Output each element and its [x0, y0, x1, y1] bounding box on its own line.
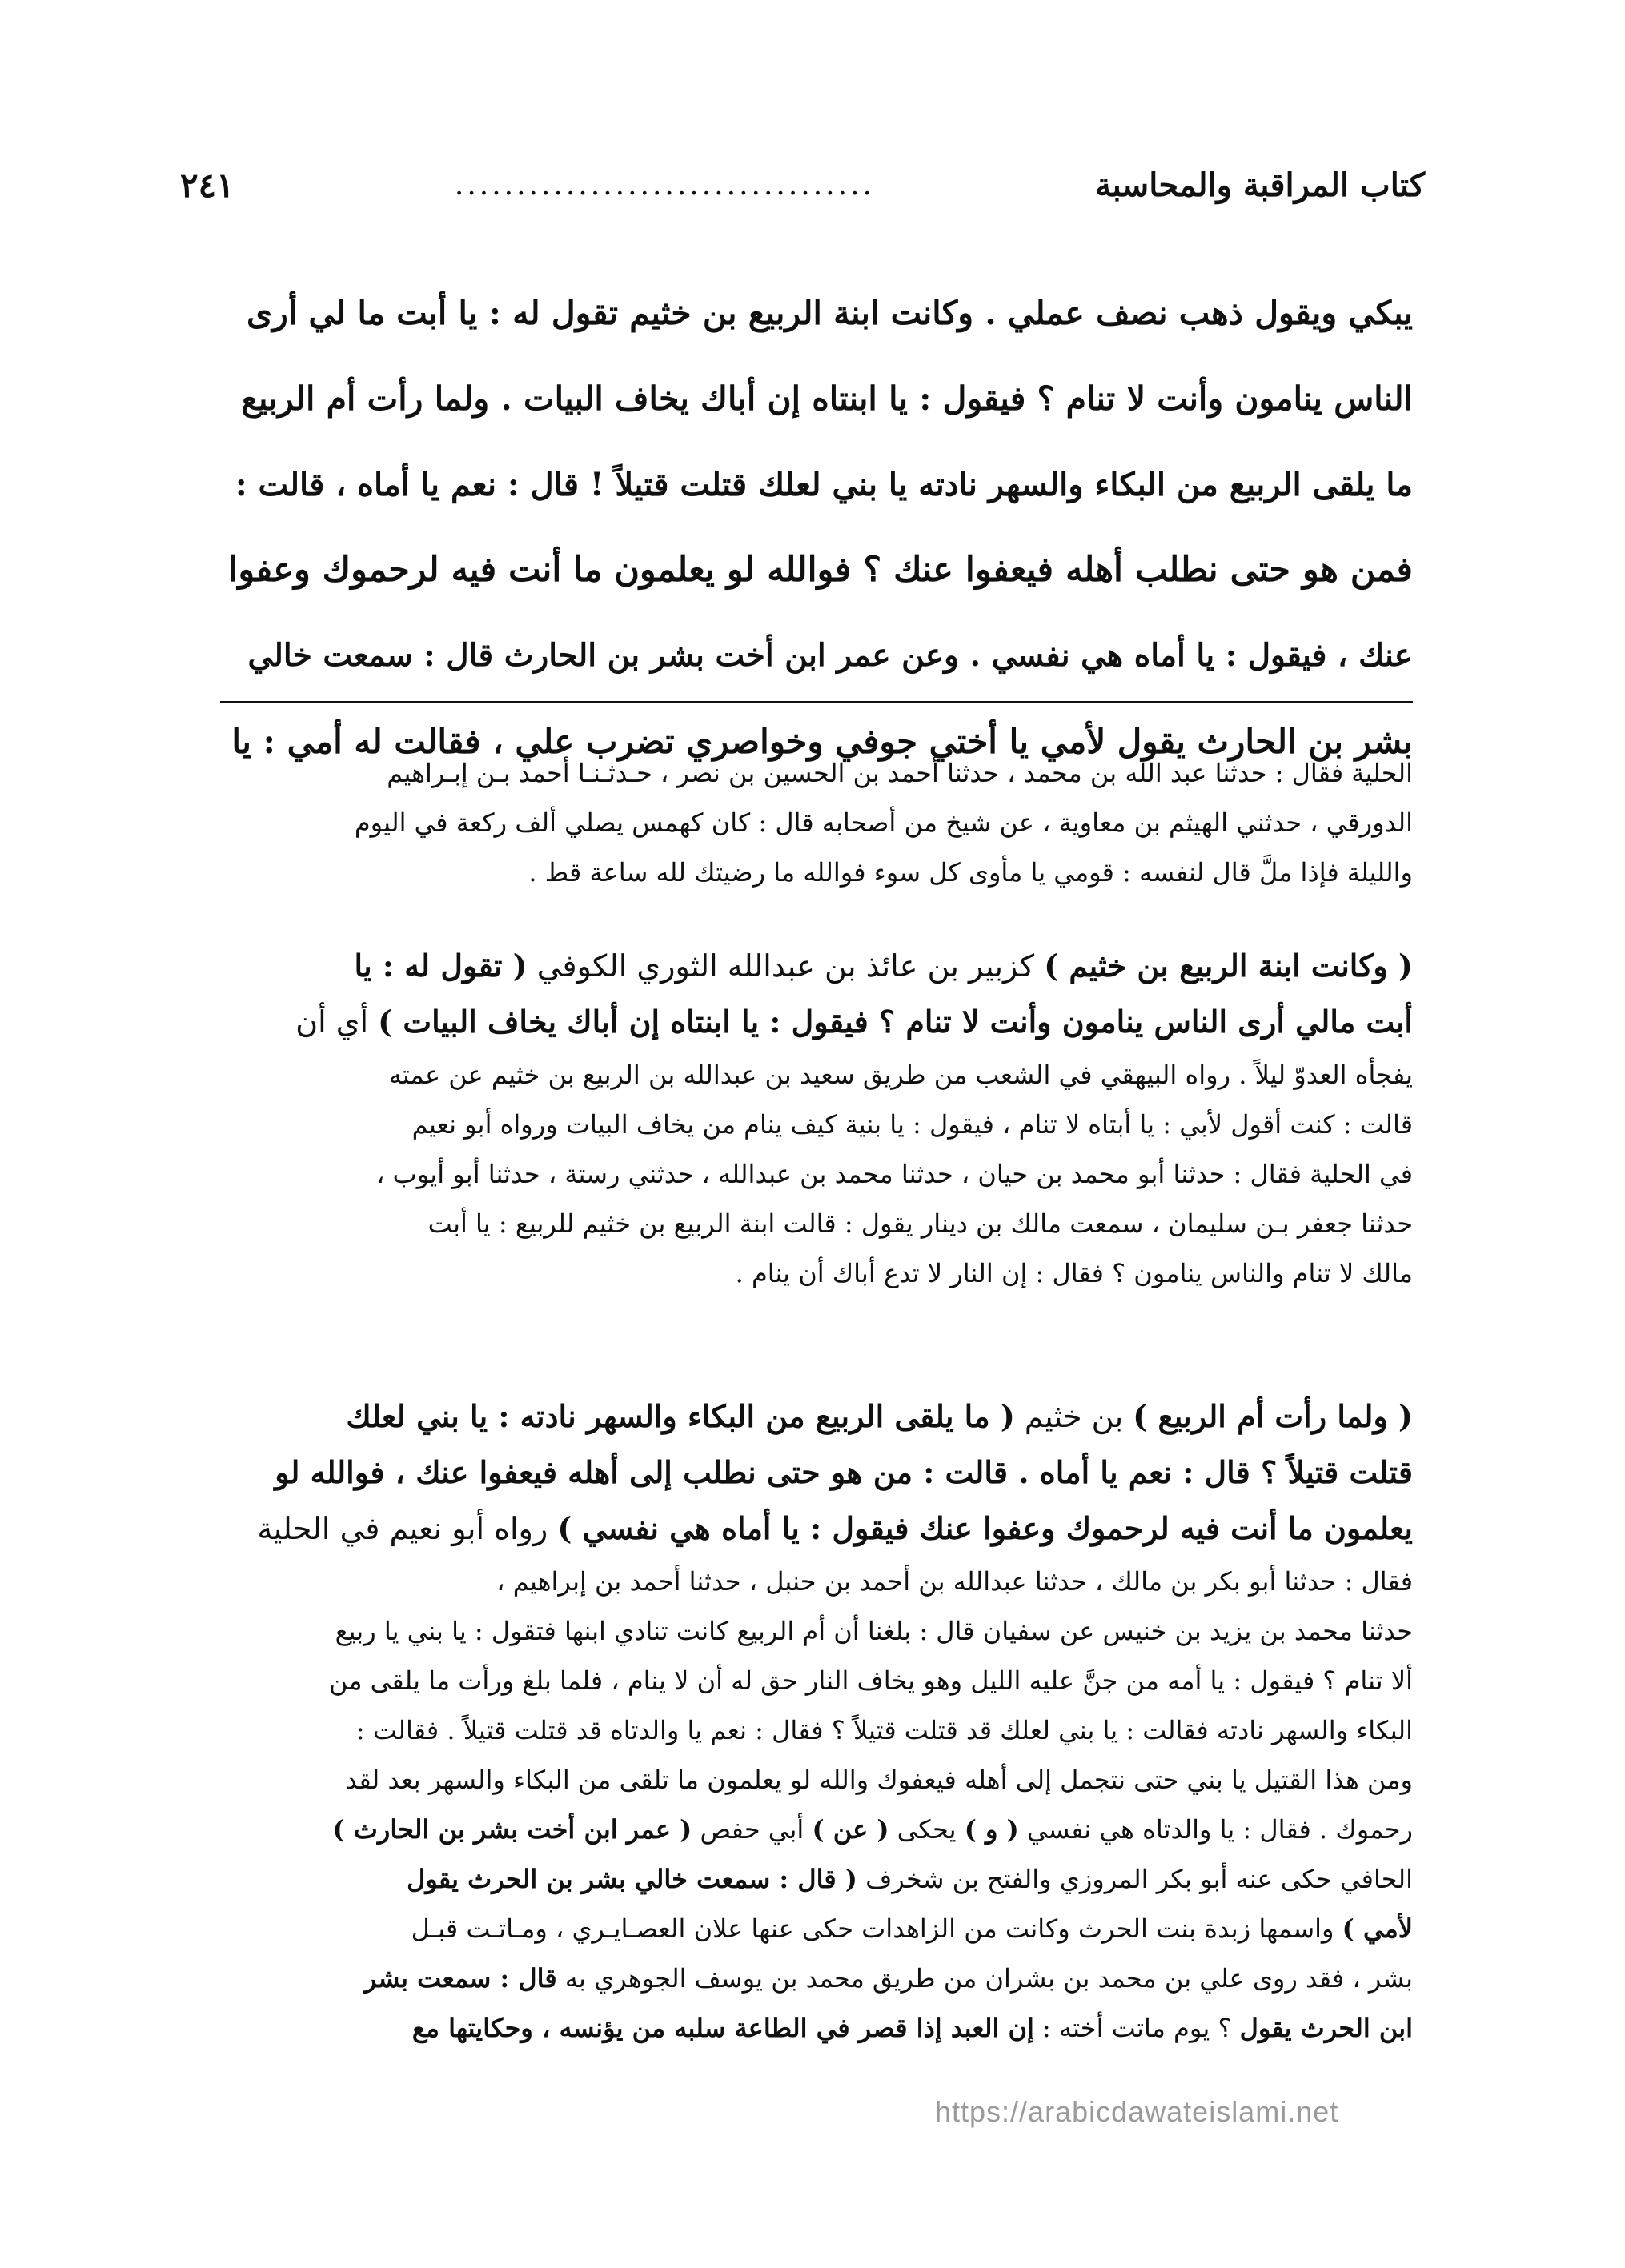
- page-header: [180, 157, 1425, 213]
- footnote-line: قالت : كنت أقول لأبي : يا أبتاه لا تنام ، فيقول : يا بنية كيف ينام من يخاف البيات ورواه أبو نعيم: [411, 1109, 1413, 1140]
- footnote-line: [220, 1805, 1413, 1854]
- quoted-text: يعلمون ما أنت فيه لرحموك وعفوا عنك فيقول : يا أماه هي نفسي ): [557, 1510, 1413, 1546]
- commentary-text: بن خثيم: [1014, 1399, 1133, 1434]
- quoted-text: أبت مالي أرى الناس ينامون وأنت لا تنام ؟ فيقول : يا ابنتاه إن أباك يخاف البيات ): [378, 1004, 1413, 1040]
- footnote-line: البكاء والسهر نادته فقالت : يا بني لعلك قد قتلت قتيلاً ؟ فقال : نعم يا والدتاه قد قتلت قتيلاً . فقالت :: [355, 1715, 1413, 1745]
- footnote-line: [220, 1904, 1413, 1953]
- footnote-line: [220, 938, 1413, 994]
- footnote-line: [220, 1388, 1413, 1445]
- commentary-text: بشر ، فقد روى علي بن محمد بن بشران من طريق محمد بن يوسف الجوهري به: [556, 1963, 1413, 1994]
- commentary-text: أبي حفص: [692, 1814, 812, 1845]
- commentary-rabi-mother: [220, 1388, 1413, 2053]
- footnote-line: في الحلية فقال : حدثنا أبو محمد بن حيان ، حدثنا محمد بن عبدالله ، حدثني رستة ، حدثنا أبو أيوب ،: [376, 1159, 1413, 1189]
- running-title: كتاب المراقبة والمحاسبة: [1095, 166, 1425, 204]
- footnote-line: فقال : حدثنا أبو بكر بن مالك ، حدثنا عبدالله بن أحمد بن حنبل ، حدثنا أحمد بن إبراهيم ،: [496, 1566, 1413, 1597]
- footnote-line: الحلية فقال : حدثنا عبد الله بن محمد ، حدثنا أحمد بن الحسين بن نصر ، حـدثـنـا أحمد بـن إبـراهيم: [387, 758, 1413, 788]
- commentary-text: كزبير بن عائذ بن عبدالله الثوري الكوفي: [527, 948, 1045, 984]
- footnote-line: ومن هذا القتيل يا بني حتى نتجمل إلى أهله فيعفوك والله لو يعلمون ما تلقى من البكاء والسهر بعد لقد: [345, 1765, 1413, 1795]
- text-line: الناس ينامون وأنت لا تنام ؟ فيقول : يا ابنتاه إن أباك يخاف البيات . ولما رأت أم الربيع: [241, 379, 1413, 418]
- text-line: عنك ، فيقول : يا أماه هي نفسي . وعن عمر ابن أخت بشر بن الحارث قال : سمعت خالي: [247, 637, 1413, 674]
- quoted-text: ( و ): [964, 1814, 1019, 1845]
- footnote-line: ألا تنام ؟ فيقول : يا أمه من جنَّ عليه الليل وهو يخاف النار حق له أن لا ينام ، فلما بلغ ورأت ما يلقى من: [328, 1665, 1413, 1696]
- quoted-text: ( وكانت ابنة الربيع بن خثيم ): [1044, 948, 1413, 984]
- footnote-line: [220, 2003, 1413, 2053]
- footnote-line: يفجأه العدوّ ليلاً . رواه البيهقي في الشعب من طريق سعيد بن عبدالله بن الربيع بن خثيم عن عمته: [388, 1060, 1413, 1090]
- commentary-text: رواه أبو نعيم في الحلية: [257, 1511, 558, 1546]
- commentary-text: الحافي حكى عنه أبو بكر المروزي والفتح بن شخرف: [857, 1864, 1413, 1894]
- footnote-continuation: [220, 748, 1413, 897]
- quoted-text: ( عن ): [812, 1814, 889, 1845]
- commentary-text: ؟ يوم ماتت أخته :: [1033, 2013, 1240, 2043]
- text-line: يبكي ويقول ذهب نصف عملي . وكانت ابنة الربيع بن خثيم تقول له : يا أبت ما لي أرى: [246, 294, 1413, 332]
- footnote-line: [220, 1854, 1413, 1904]
- quoted-text: إن العبد إذا قصر في الطاعة سلبه من يؤنسه ، وحكايتها مع: [411, 2013, 1034, 2043]
- commentary-text: رحموك . فقال : يا والدتاه هي نفسي: [1018, 1814, 1413, 1845]
- commentary-text: أي أن: [295, 1004, 379, 1040]
- commentary-rabi-daughter: [220, 938, 1413, 1298]
- website-watermark: https://arabicdawateislami.net: [935, 2095, 1339, 2128]
- quoted-text: ( ما يلقى الربيع من البكاء والسهر نادته : يا بني لعلك: [346, 1398, 1015, 1434]
- footnote-line: [220, 1501, 1413, 1557]
- footnote-line: مالك لا تنام والناس ينامون ؟ فقال : إن النار لا تدع أباك أن ينام .: [735, 1258, 1413, 1288]
- commentary-text: يحكى: [889, 1814, 965, 1845]
- quoted-text: قال : سمعت بشر: [363, 1963, 557, 1994]
- quoted-text: لأمي ): [1342, 1913, 1413, 1944]
- commentary-text: واسمها زبدة بنت الحرث وكانت من الزاهدات حكى عنها علان العصـايـري ، ومـاتـت قبـل: [411, 1913, 1342, 1944]
- text-line: ما يلقى الربيع من البكاء والسهر نادته يا بني لعلك قتلت قتيلاً ! قال : نعم يا أماه ، قالت :: [235, 466, 1413, 503]
- quoted-text: ( عمر ابن أخت بشر بن الحارث ): [332, 1814, 692, 1845]
- quoted-text: ( قال : سمعت خالي بشر بن الحرث يقول: [407, 1864, 857, 1894]
- leader-dots: ..................................: [454, 168, 875, 202]
- footnote-line: حدثنا جعفر بـن سليمان ، سمعت مالك بن دينار يقول : قالت ابنة الربيع بن خثيم للربيع : يا أبت: [427, 1208, 1413, 1239]
- page-number: ٢٤١: [180, 165, 235, 205]
- footnote-line: [220, 994, 1413, 1050]
- text-line: بشر بن الحارث يقول لأمي يا أختي جوفي وخواصري تضرب علي ، فقالت له أمي : يا: [231, 722, 1413, 761]
- footnote-line: [220, 1953, 1413, 2003]
- footnote-divider: [220, 701, 1413, 703]
- footnote-line: والليلة فإذا ملَّ قال لنفسه : قومي يا مأوى كل سوء فوالله ما رضيتك لله ساعة قط .: [528, 857, 1413, 888]
- quoted-text: ( تقول له : يا: [354, 948, 528, 984]
- footnote-line: الدورقي ، حدثني الهيثم بن معاوية ، عن شيخ من أصحابه قال : كان كهمس يصلي ألف ركعة في اليوم: [354, 807, 1413, 838]
- main-text: [220, 270, 1413, 784]
- quoted-text: ( ولما رأت أم الربيع ): [1133, 1398, 1413, 1434]
- quoted-text: ابن الحرث يقول: [1239, 2013, 1413, 2043]
- footnote-line: قتلت قتيلاً ؟ قال : نعم يا أماه . قالت : من هو حتى نطلب إلى أهله فيعفوا عنك ، فوالله لو: [275, 1454, 1413, 1490]
- text-line: فمن هو حتى نطلب أهله فيعفوا عنك ؟ فوالله لو يعلمون ما أنت فيه لرحموك وعفوا: [228, 550, 1413, 590]
- footnote-line: حدثنا محمد بن يزيد بن خنيس عن سفيان قال : بلغنا أن أم الربيع كانت تنادي ابنها فتقول : يا بني يا ربيع: [335, 1616, 1413, 1646]
